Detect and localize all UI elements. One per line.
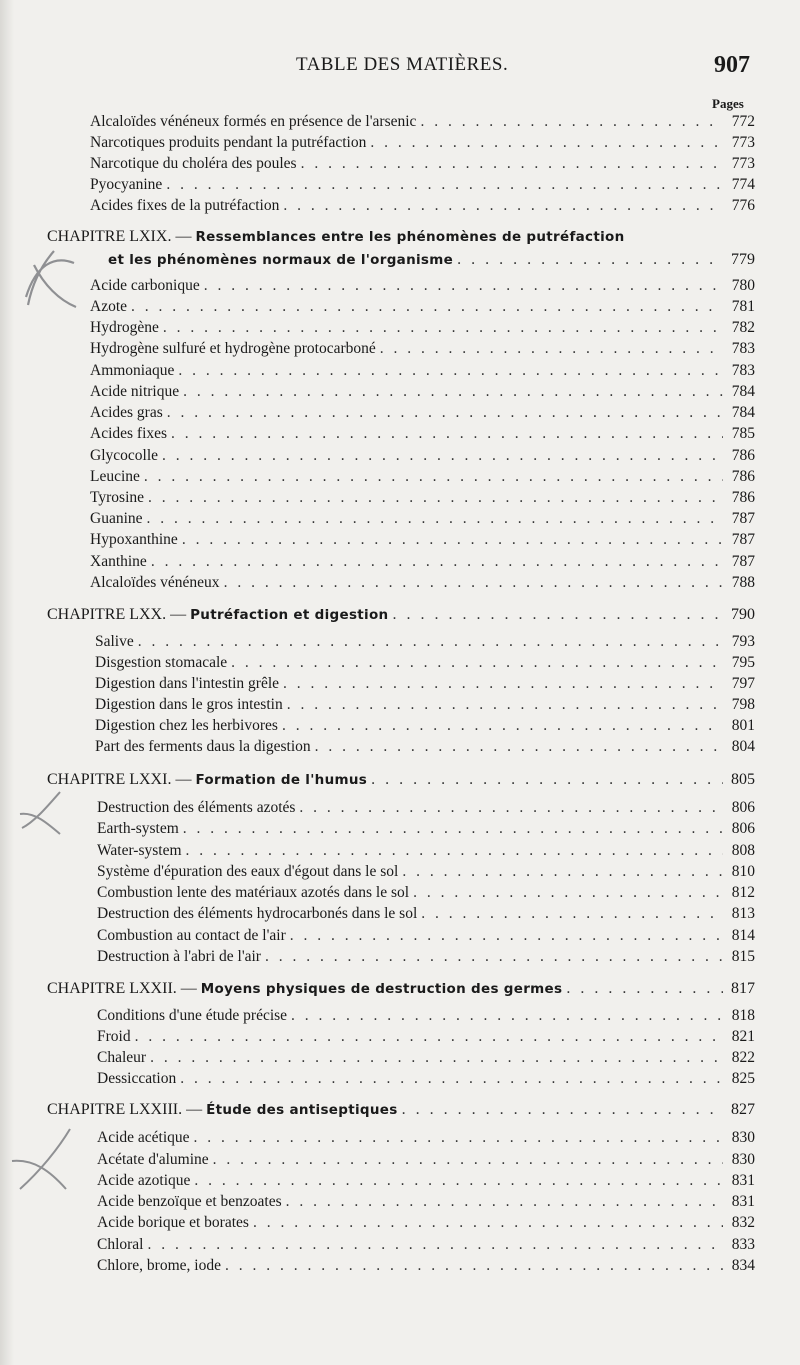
toc-entry[interactable]: Conditions d'une étude précise . . . 818 [97, 1007, 755, 1029]
toc-entry[interactable]: Hydrogène sulfuré et hydrogène protocarboné . . . 783 [90, 340, 755, 362]
pencil-mark-icon [14, 245, 84, 315]
toc-entry[interactable]: Alcaloïdes vénéneux . . . 788 [90, 574, 755, 596]
toc-entry[interactable]: Azote . . . 781 [90, 298, 755, 320]
toc-entry[interactable]: Tyrosine . . . 786 [90, 489, 755, 511]
toc-entry[interactable]: Alcaloïdes vénéneux formés en présence de l'arsenic . . . 772 [90, 113, 755, 135]
toc-entry[interactable]: Narcotique du choléra des poules . . . 773 [90, 155, 755, 177]
leader-dots [299, 799, 723, 817]
leader-dots [420, 113, 723, 131]
toc-entry[interactable]: Digestion dans le gros intestin . . . 798 [95, 696, 755, 718]
leader-dots [183, 820, 723, 838]
toc-entry[interactable]: Ammoniaque . . . 783 [90, 362, 755, 384]
leader-dots [162, 447, 723, 465]
leader-dots [213, 1151, 723, 1169]
leader-dots [392, 606, 723, 624]
leader-dots [151, 553, 723, 571]
toc-entry[interactable]: Froid . . . 821 [97, 1028, 755, 1050]
leader-dots [402, 863, 723, 881]
toc-entry[interactable]: Part des ferments daus la digestion . . . 804 [95, 738, 755, 760]
leader-dots [265, 948, 723, 966]
toc-entry[interactable]: Acide nitrique . . . 784 [90, 383, 755, 405]
leader-dots [283, 197, 723, 215]
leader-dots [147, 510, 723, 528]
chapter-heading-lxix-cont[interactable]: et les phénomènes normaux de l'organisme . . . 779 [108, 251, 755, 273]
leader-dots [380, 340, 723, 358]
page-header [0, 52, 800, 82]
toc-entry[interactable]: Glycocolle . . . 786 [90, 447, 755, 469]
toc-entry[interactable]: Combustion lente des matériaux azotés dans le sol . . . 812 [97, 884, 755, 906]
toc-entry[interactable]: Leucine . . . 786 [90, 468, 755, 490]
toc-entry[interactable]: Acides fixes de la putréfaction . . . 776 [90, 197, 755, 219]
toc-entry[interactable]: Disgestion stomacale . . . 795 [95, 654, 755, 676]
toc-entry[interactable]: Acide acétique . . . 830 [97, 1129, 755, 1151]
toc-entry[interactable]: Hypoxanthine . . . 787 [90, 531, 755, 553]
leader-dots [182, 531, 723, 549]
toc-entry[interactable]: Acétate d'alumine . . . 830 [97, 1151, 755, 1173]
leader-dots [370, 134, 723, 152]
toc-entry[interactable]: Acide carbonique . . . 780 [90, 277, 755, 299]
pencil-mark-icon [6, 1125, 78, 1195]
leader-dots [315, 738, 723, 756]
chapter-heading-lxix[interactable]: CHAPITRE LXIX. — Ressemblances entre les phénomènes de putréfaction [47, 228, 625, 245]
toc-entry[interactable]: Destruction à l'abri de l'air . . . 815 [97, 948, 755, 970]
toc-entry[interactable]: Water-system . . . 808 [97, 842, 755, 864]
leader-dots [224, 574, 723, 592]
leader-dots [183, 383, 723, 401]
leader-dots [282, 717, 723, 735]
toc-entry[interactable]: Combustion au contact de l'air . . . 814 [97, 927, 755, 949]
leader-dots [171, 425, 723, 443]
chapter-heading-lxxi[interactable]: CHAPITRE LXXI. — Formation de l'humus . . . 805 [47, 771, 755, 793]
leader-dots [291, 1007, 723, 1025]
leader-dots [225, 1257, 723, 1275]
leader-dots [421, 905, 723, 923]
toc-entry[interactable]: Acide azotique . . . 831 [97, 1172, 755, 1194]
leader-dots [135, 1028, 723, 1046]
toc-entry[interactable]: Narcotiques produits pendant la putréfaction . . . 773 [90, 134, 755, 156]
leader-dots [286, 1193, 723, 1211]
leader-dots [253, 1214, 723, 1232]
toc-entry[interactable]: Acide benzoïque et benzoates . . . 831 [97, 1193, 755, 1215]
toc-entry[interactable]: Chlore, brome, iode . . . 834 [97, 1257, 755, 1279]
toc-entry[interactable]: Acides fixes . . . 785 [90, 425, 755, 447]
leader-dots [290, 927, 723, 945]
leader-dots [231, 654, 723, 672]
leader-dots [283, 675, 723, 693]
leader-dots [413, 884, 723, 902]
chapter-heading-lxxii[interactable]: CHAPITRE LXXII. — Moyens physiques de destruction des germes . . . 817 [47, 980, 755, 1002]
leader-dots [166, 176, 723, 194]
toc-entry[interactable]: Acides gras . . . 784 [90, 404, 755, 426]
leader-dots [131, 298, 723, 316]
leader-dots [178, 362, 723, 380]
toc-entry[interactable]: Dessiccation . . . 825 [97, 1070, 755, 1092]
leader-dots [301, 155, 723, 173]
toc-entry[interactable]: Digestion chez les herbivores . . . 801 [95, 717, 755, 739]
leader-dots [194, 1129, 723, 1147]
chapter-heading-lxxiii[interactable]: CHAPITRE LXXIII. — Étude des antiseptiques . . . 827 [47, 1101, 755, 1123]
leader-dots [402, 1101, 723, 1119]
page-number: 907 [714, 52, 750, 78]
toc-entry[interactable]: Système d'épuration des eaux d'égout dans le sol . . . 810 [97, 863, 755, 885]
running-title: TABLE DES MATIÈRES. [296, 54, 509, 75]
toc-entry[interactable]: Guanine . . . 787 [90, 510, 755, 532]
toc-entry[interactable]: Acide borique et borates . . . 832 [97, 1214, 755, 1236]
chapter-heading-lxx[interactable]: CHAPITRE LXX. — Putréfaction et digestion . . . 790 [47, 606, 755, 628]
leader-dots [204, 277, 723, 295]
leader-dots [186, 842, 723, 860]
leader-dots [148, 489, 723, 507]
leader-dots [163, 319, 723, 337]
leader-dots [138, 633, 723, 651]
toc-entry[interactable]: Hydrogène . . . 782 [90, 319, 755, 341]
leader-dots [287, 696, 723, 714]
toc-entry[interactable]: Chaleur . . . 822 [97, 1049, 755, 1071]
toc-entry[interactable]: Destruction des éléments azotés . . . 806 [97, 799, 755, 821]
toc-entry[interactable]: Xanthine . . . 787 [90, 553, 755, 575]
leader-dots [194, 1172, 723, 1190]
toc-entry[interactable]: Earth-system . . . 806 [97, 820, 755, 842]
leader-dots [144, 468, 723, 486]
pencil-mark-icon [16, 788, 66, 836]
toc-entry[interactable]: Digestion dans l'intestin grêle . . . 797 [95, 675, 755, 697]
toc-entry[interactable]: Destruction des éléments hydrocarbonés dans le sol . . . 813 [97, 905, 755, 927]
leader-dots [457, 251, 723, 269]
leader-dots [150, 1049, 723, 1067]
leader-dots [167, 404, 723, 422]
leader-dots [566, 980, 723, 998]
toc-entry[interactable]: Chloral . . . 833 [97, 1236, 755, 1258]
toc-entry[interactable]: Pyocyanine . . . 774 [90, 176, 755, 198]
toc-entry[interactable]: Salive . . . 793 [95, 633, 755, 655]
leader-dots [180, 1070, 723, 1088]
leader-dots [371, 771, 723, 789]
leader-dots [148, 1236, 724, 1254]
pages-column-label: Pages [712, 96, 744, 111]
